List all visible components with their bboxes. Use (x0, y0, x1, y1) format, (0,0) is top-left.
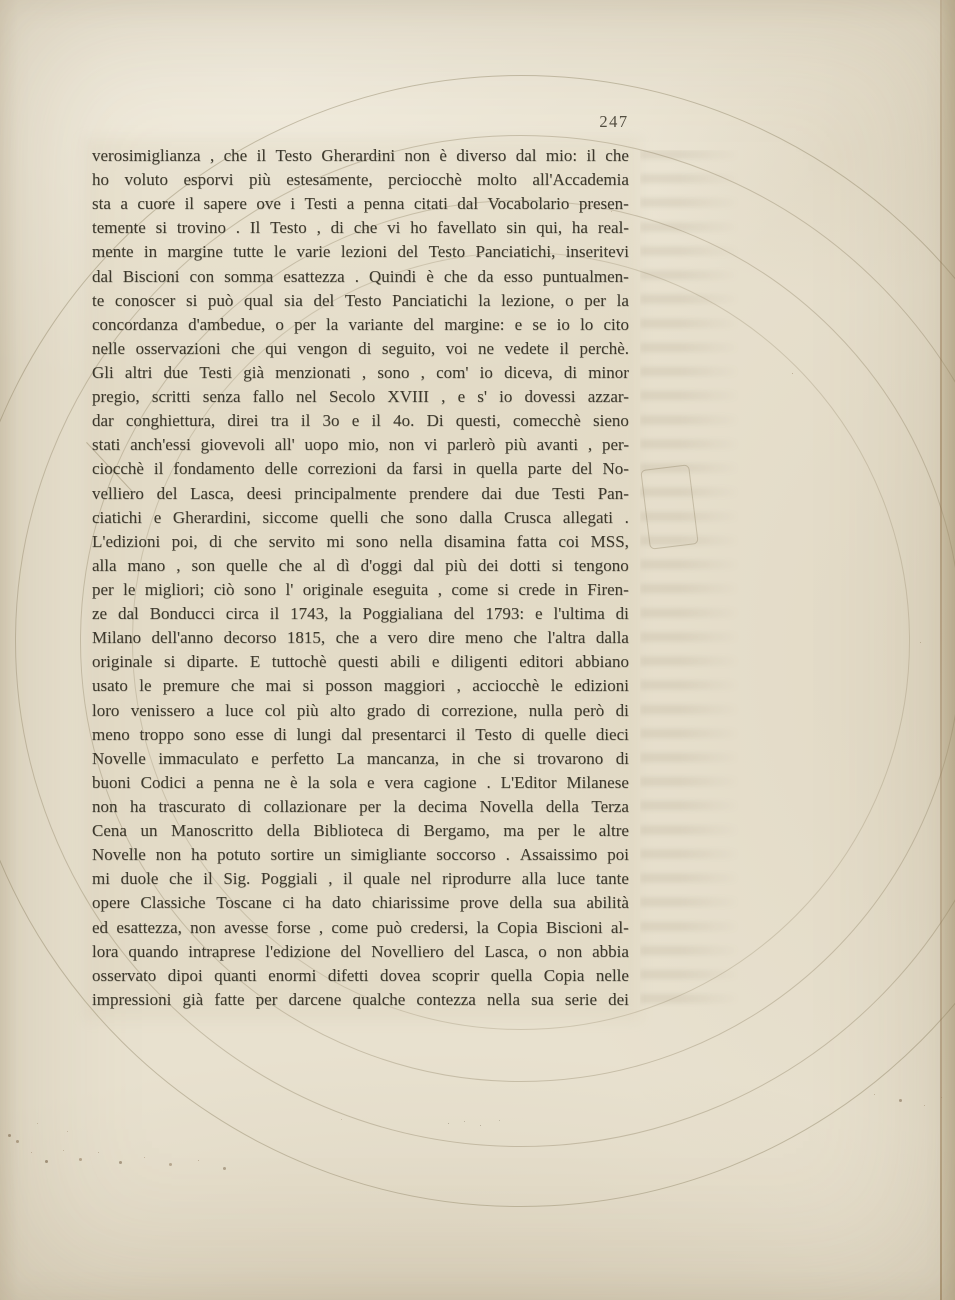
text-line: opere Classiche Toscane ci ha dato chiarissime prove della sua abilità (92, 893, 629, 913)
text-line: ciocchè il fondamento delle correzioni da farsi in quella parte del No- (92, 459, 629, 479)
text-line: alla mano , son quelle che al dì d'oggi dal più dei dotti si tengono (92, 555, 629, 575)
text-line: temente si trovino . Il Testo , di che vi ho favellato sin qui, ha real- (92, 218, 629, 238)
text-line: ze dal Bonducci circa il 1743, la Poggialiana del 1793: e l'ultima di (92, 604, 629, 624)
text-line: mente in margine tutte le varie lezioni del Testo Panciatichi, inseritevi (92, 242, 629, 262)
text-line: verosimiglianza , che il Testo Gherardini non è diverso dal mio: il che (92, 146, 629, 165)
text-line: stati anch'essi giovevoli all' uopo mio, non vi parlerò più avanti , per- (92, 435, 629, 455)
text-line: usato le premure che mai si posson maggiori , acciocchè le edizioni (92, 676, 629, 696)
text-line: Novelle non ha potuto sortire un simigliante soccorso . Assaissimo poi (92, 845, 629, 865)
text-line: pregio, scritti senza fallo nel Secolo XVIII , e s' io dovessi azzar- (92, 387, 629, 407)
text-line: per le migliori; ciò sono l' originale eseguita , come si crede in Firen- (92, 579, 629, 599)
text-line: ciatichi e Gherardini, siccome quelli che sono dalla Crusca allegati . (92, 507, 629, 527)
text-line: meno troppo sono esse di lungi dal presentarci il Testo di quelle dieci (92, 724, 629, 744)
text-line: Novelle immaculato e perfetto La mancanza, in che si trovarono di (92, 748, 629, 768)
text-line: non ha trascurato di collazionare per la decima Novella della Terza (92, 796, 629, 816)
text-line: osservato dipoi quanti enormi difetti dovea scoprir quella Copia nelle (92, 965, 629, 985)
reverse-page-showthrough (640, 150, 740, 1016)
text-line: sta a cuore il sapere ove i Testi a penna citati dal Vocabolario presen- (92, 194, 629, 214)
text-line: concordanza d'ambedue, o per la variante del margine: e se io lo cito (92, 314, 629, 334)
text-line: ed esattezza, non avesse forse , come può credersi, la Copia Biscioni al- (92, 917, 629, 937)
text-line: Cena un Manoscritto della Biblioteca di Bergamo, ma per le altre (92, 821, 629, 841)
text-line: dal Biscioni con somma esattezza . Quindi è che da esso puntualmen- (92, 266, 629, 286)
page-number: 247 (599, 112, 629, 131)
text-line: velliero del Lasca, deesi principalmente prendere dai due Testi Pan- (92, 483, 629, 503)
text-line: originale si diparte. E tuttochè questi abili e diligenti editori abbiano (92, 652, 629, 672)
text-line: nelle osservazioni che qui vengon di seguito, voi ne vedete il perchè. (92, 338, 629, 358)
text-line: buoni Codici a penna ne è la sola e vera cagione . L'Editor Milanese (92, 772, 629, 792)
foxing-spots (0, 0, 3, 3)
text-line: loro venissero a luce col più alto grado di correzione, nulla però di (92, 700, 629, 720)
text-line: Milano dell'anno decorso 1815, che a vero dire meno che l'altra dalla (92, 628, 629, 648)
text-line: lora quando intraprese l'edizione del Novelliero del Lasca, o non abbia (92, 941, 629, 961)
page-text-block (92, 144, 629, 1012)
text-line: L'edizioni poi, di che servito mi sono nella disamina fatta coi MSS, (92, 531, 629, 551)
text-line: impressioni già fatte per darcene qualche contezza nella sua serie dei (92, 989, 629, 1009)
text-line: mi duole che il Sig. Poggiali , il quale nel riprodurre alla luce tante (92, 869, 629, 889)
text-line: te conoscer si può qual sia del Testo Panciatichi la lezione, o per la (92, 290, 629, 310)
page-edge-shadow (942, 0, 955, 1300)
text-line: dar conghiettura, direi tra il 3o e il 4o. Di questi, comecchè sieno (92, 411, 629, 431)
text-line: Gli altri due Testi già menzionati , sono , com' io diceva, di minor (92, 362, 629, 382)
text-line: ho voluto esporvi più estesamente, perciocchè molto all'Accademia (92, 170, 629, 190)
